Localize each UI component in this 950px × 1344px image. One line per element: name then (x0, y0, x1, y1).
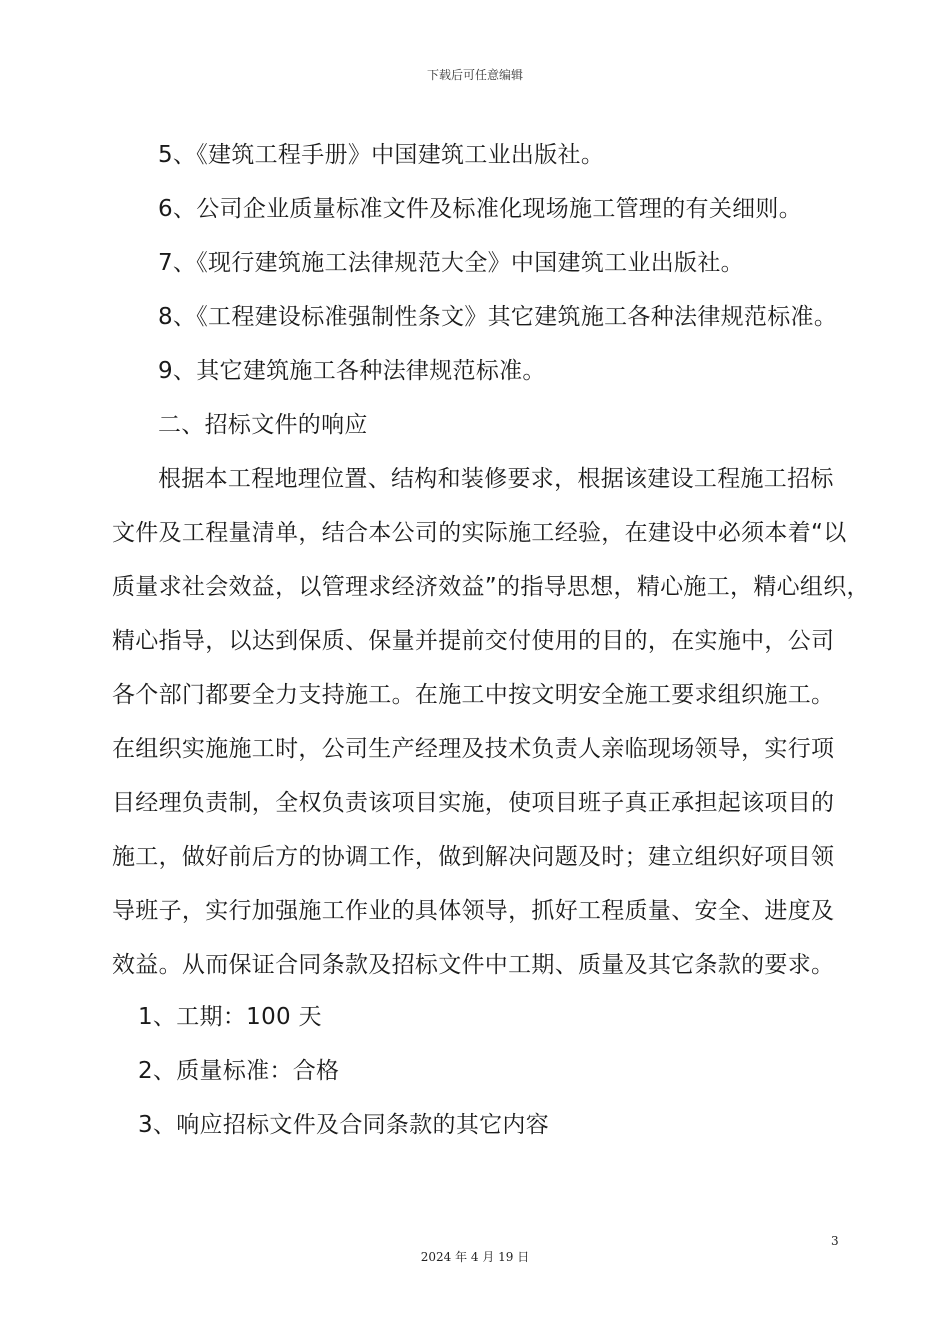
section-heading: 二、招标文件的响应 (158, 412, 368, 438)
paragraph-line: 质量求社会效益，以管理求经济效益”的指导思想，精心施工，精心组织， (112, 574, 870, 600)
paragraph-line: 精心指导，以达到保质、保量并提前交付使用的目的，在实施中，公司 (112, 628, 835, 654)
paragraph-line: 根据本工程地理位置、结构和装修要求，根据该建设工程施工招标 (158, 466, 834, 492)
reference-item-5: 5、《建筑工程手册》中国建筑工业出版社。 (158, 142, 605, 168)
reference-item-6: 6、公司企业质量标准文件及标准化现场施工管理的有关细则。 (158, 196, 803, 222)
paragraph-line: 导班子，实行加强施工作业的具体领导，抓好工程质量、安全、进度及 (112, 898, 835, 924)
reference-item-7: 7、《现行建筑施工法律规范大全》中国建筑工业出版社。 (158, 250, 744, 276)
paragraph-line: 在组织实施施工时，公司生产经理及技术负责人亲临现场领导，实行项 (112, 736, 835, 762)
reference-item-8: 8、《工程建设标准强制性条文》其它建筑施工各种法律规范标准。 (158, 304, 838, 330)
response-item-1: 1、工期：100 天 (138, 1004, 322, 1030)
header-note: 下载后可任意编辑 (426, 68, 523, 82)
response-item-2: 2、质量标准：合格 (138, 1058, 340, 1084)
response-item-3: 3、响应招标文件及合同条款的其它内容 (138, 1112, 550, 1138)
paragraph-line: 效益。从而保证合同条款及招标文件中工期、质量及其它条款的要求。 (112, 952, 835, 978)
paragraph-line: 施工，做好前后方的协调工作，做到解决问题及时；建立组织好项目领 (112, 844, 835, 870)
paragraph-line: 文件及工程量清单，结合本公司的实际施工经验，在建设中必须本着“以 (112, 520, 847, 546)
footer-date: 2024 年 4 月 19 日 (420, 1250, 530, 1264)
paragraph-line: 目经理负责制，全权负责该项目实施，使项目班子真正承担起该项目的 (112, 790, 835, 816)
paragraph-line: 各个部门都要全力支持施工。在施工中按文明安全施工要求组织施工。 (112, 682, 835, 708)
page-number: 3 (831, 1234, 839, 1248)
reference-item-9: 9、其它建筑施工各种法律规范标准。 (158, 358, 546, 384)
